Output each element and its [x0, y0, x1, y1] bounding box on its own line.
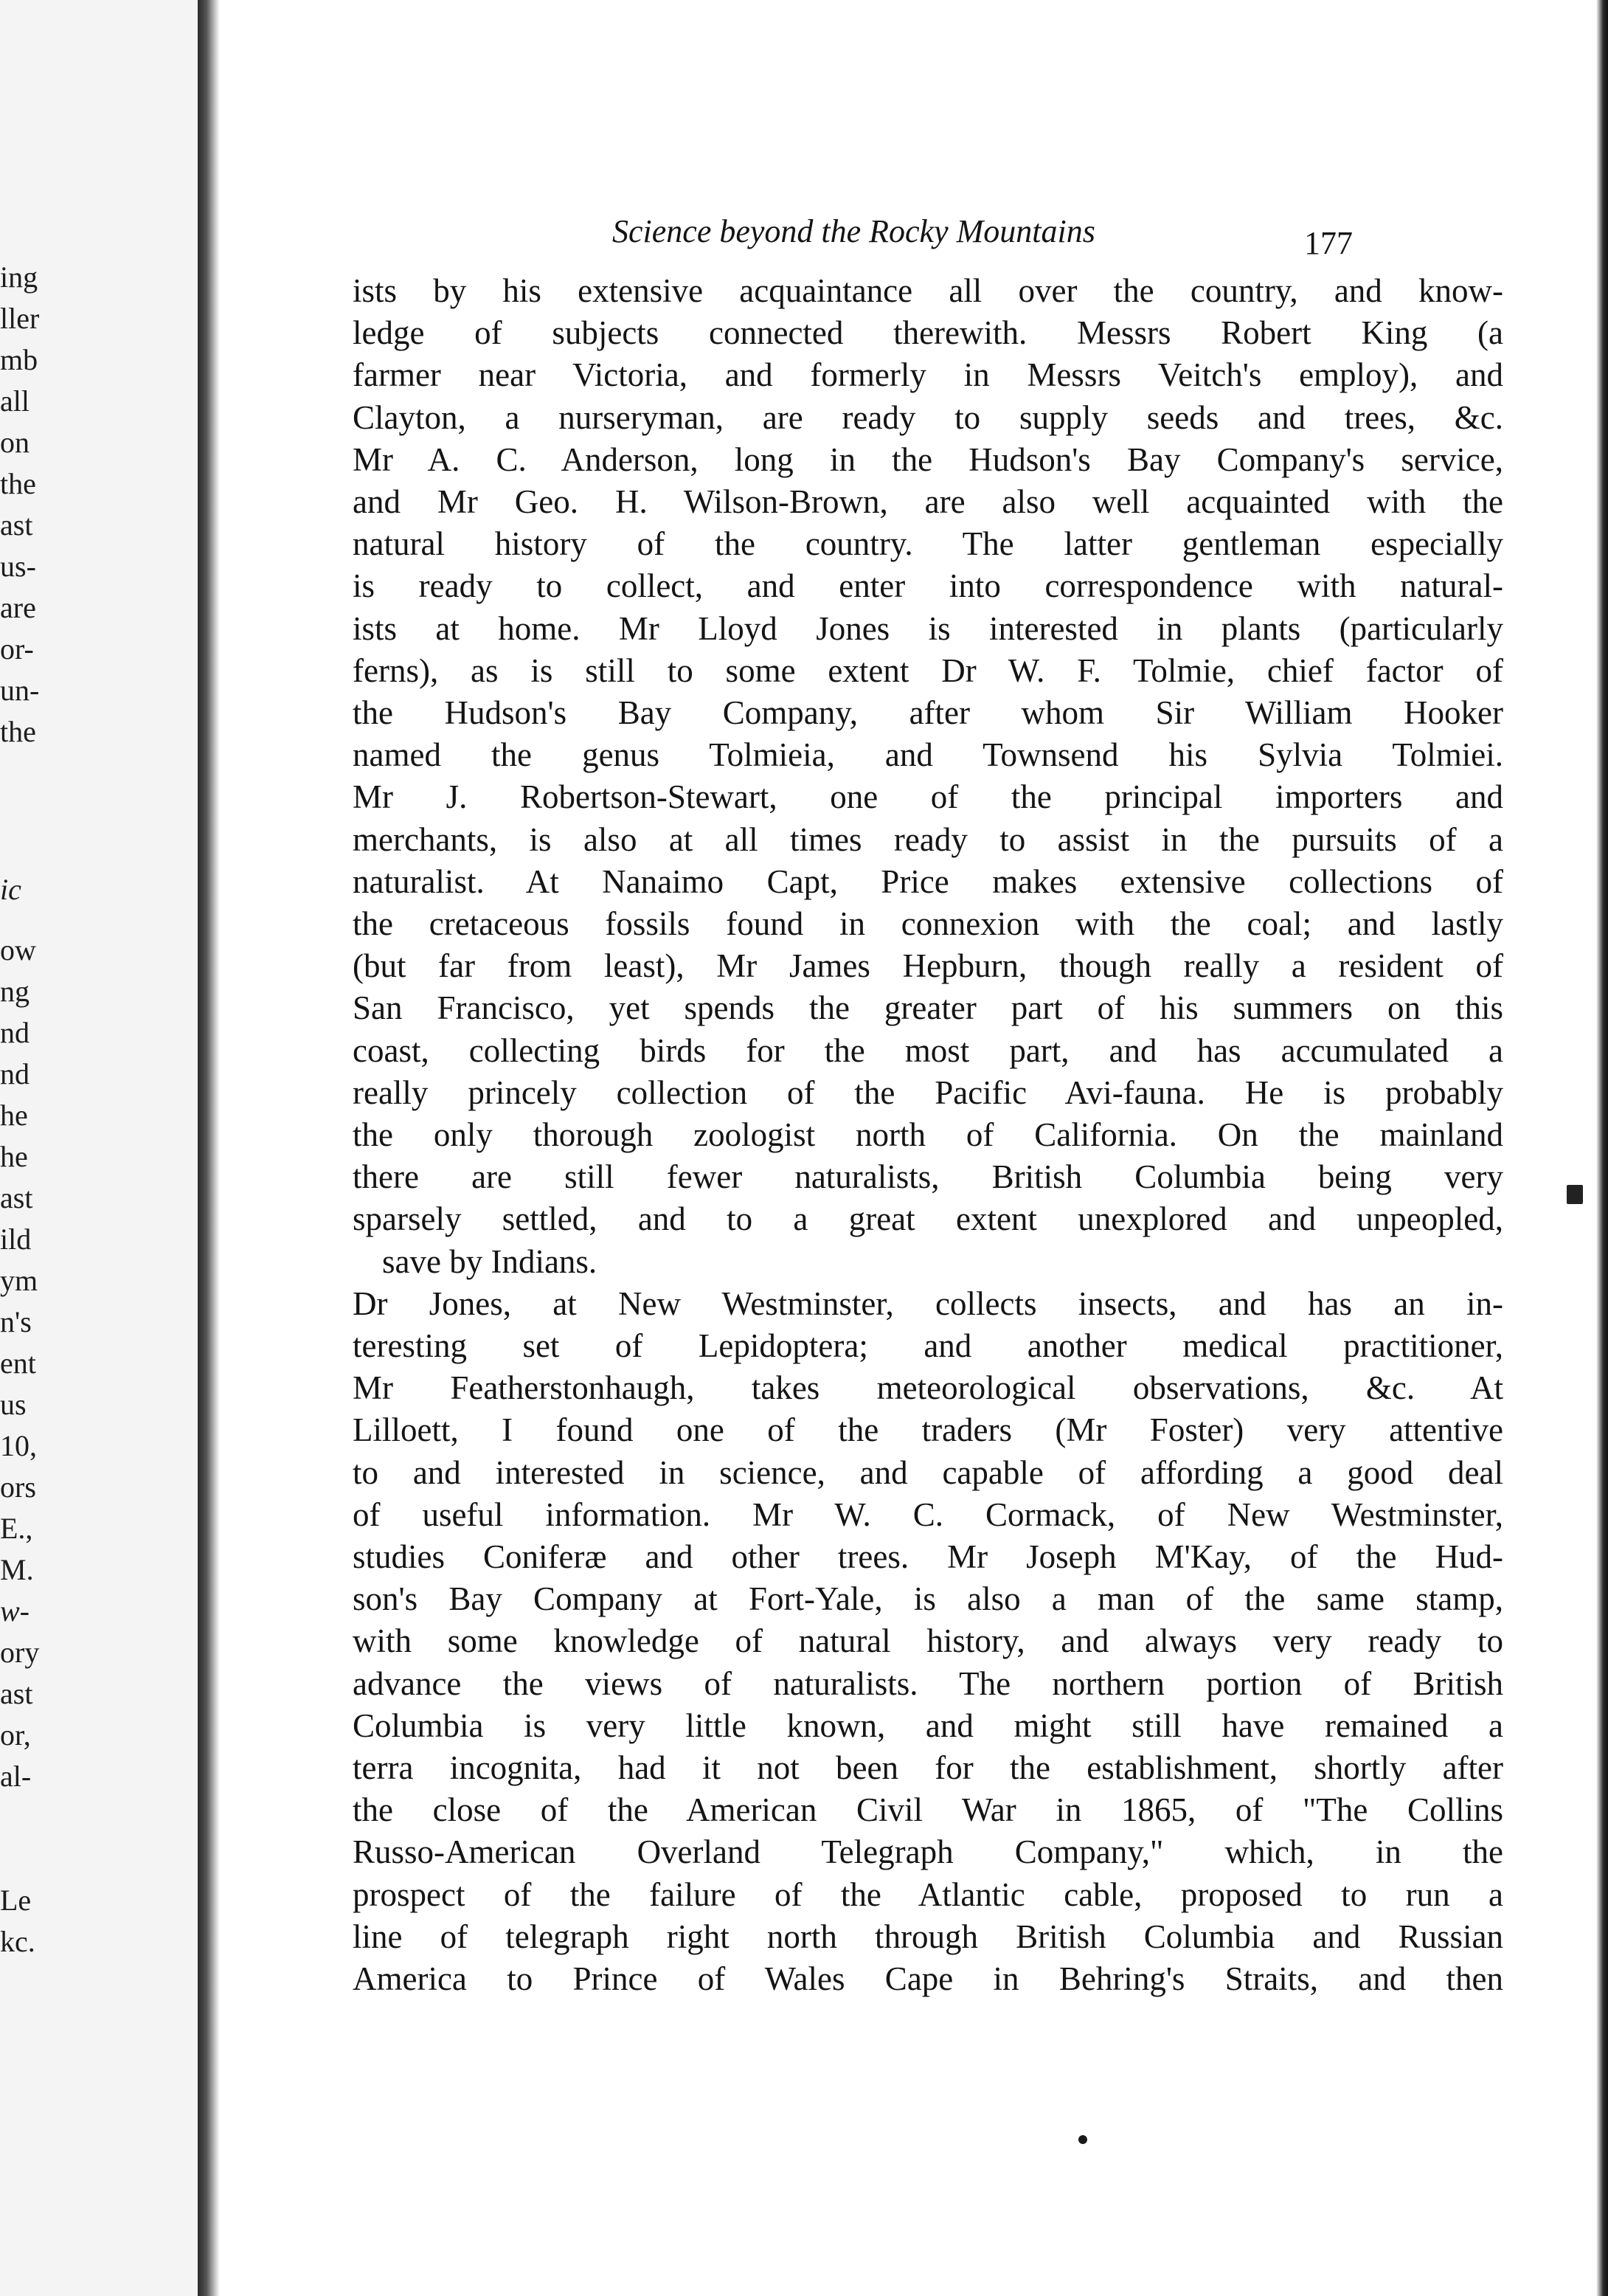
- left-page-fragment: Le: [0, 1884, 32, 1917]
- left-page-fragment: M.: [0, 1553, 34, 1586]
- left-page-fragment: he: [0, 1140, 28, 1173]
- text-line: coast, collecting birds for the most part, and has accumulated a: [353, 1032, 1503, 1069]
- left-page-fragment: ast: [0, 508, 33, 542]
- left-page-fragment: us-: [0, 550, 36, 583]
- text-line: San Francisco, yet spends the greater part of his summers on this: [353, 989, 1503, 1026]
- left-page-fragment: E.,: [0, 1512, 33, 1545]
- left-page-fragment: ller: [0, 302, 40, 335]
- left-page-strip: [0, 0, 198, 2296]
- left-page-fragment: ild: [0, 1223, 32, 1256]
- book-gutter-shadow: [198, 0, 220, 2296]
- left-page-fragment: ow: [0, 933, 36, 967]
- text-line: is ready to collect, and enter into correspondence with natural-: [353, 567, 1503, 604]
- left-page-fragment: kc.: [0, 1925, 35, 1958]
- left-page-fragment: nd: [0, 1057, 30, 1090]
- text-line: Columbia is very little known, and might still have remained a: [353, 1707, 1503, 1744]
- left-page-fragment: 10,: [0, 1429, 37, 1462]
- left-page-fragment: on: [0, 426, 30, 459]
- text-line: there are still fewer naturalists, British Columbia being very: [353, 1158, 1503, 1195]
- scan-right-edge: [1596, 0, 1608, 2296]
- text-line: with some knowledge of natural history, and always very ready to: [353, 1622, 1503, 1659]
- text-line: terra incognita, had it not been for the establishment, shortly after: [353, 1749, 1503, 1786]
- text-line: (but far from least), Mr James Hepburn, though really a resident of: [353, 947, 1503, 984]
- running-head: Science beyond the Rocky Mountains: [612, 213, 1095, 249]
- left-page-fragment: ast: [0, 1181, 33, 1214]
- text-line: to and interested in science, and capable of affording a good deal: [353, 1454, 1503, 1491]
- text-line: natural history of the country. The latter gentleman especially: [353, 525, 1503, 562]
- left-page-fragment: ent: [0, 1346, 36, 1380]
- text-line: son's Bay Company at Fort-Yale, is also a man of the same stamp,: [353, 1580, 1503, 1617]
- page-number: 177: [1304, 225, 1353, 261]
- text-line: the Hudson's Bay Company, after whom Sir William Hooker: [353, 694, 1503, 731]
- text-line: merchants, is also at all times ready to assist in the pursuits of a: [353, 821, 1503, 858]
- left-page-fragment: ing: [0, 260, 38, 294]
- text-line: really princely collection of the Pacific Avi-fauna. He is probably: [353, 1074, 1503, 1111]
- text-line: Clayton, a nurseryman, are ready to supply seeds and trees, &c.: [353, 399, 1503, 436]
- left-page-fragment: ng: [0, 975, 30, 1008]
- text-line: Mr Featherstonhaugh, takes meteorological observations, &c. At: [353, 1369, 1503, 1406]
- left-page-fragment: ym: [0, 1264, 38, 1297]
- left-page-fragment: al-: [0, 1760, 32, 1793]
- left-page-fragment: or,: [0, 1718, 31, 1752]
- left-page-fragment: ic: [0, 873, 21, 906]
- text-line: the close of the American Civil War in 1865, of "The Collins: [353, 1791, 1503, 1828]
- text-line: and Mr Geo. H. Wilson-Brown, are also well acquainted with the: [353, 483, 1503, 520]
- book-page: [220, 0, 1567, 2296]
- text-line: ists at home. Mr Lloyd Jones is interested in plants (particularly: [353, 610, 1503, 647]
- left-page-fragment: the: [0, 715, 36, 748]
- text-line: studies Coniferæ and other trees. Mr Joseph M'Kay, of the Hud-: [353, 1538, 1503, 1575]
- text-line: Lilloett, I found one of the traders (Mr Foster) very attentive: [353, 1411, 1503, 1448]
- left-page-fragment: ory: [0, 1636, 40, 1669]
- text-line: sparsely settled, and to a great extent unexplored and unpeopled,: [353, 1200, 1503, 1237]
- text-line: ferns), as is still to some extent Dr W. F. Tolmie, chief factor of: [353, 652, 1503, 689]
- text-line: Mr A. C. Anderson, long in the Hudson's Bay Company's service,: [353, 441, 1503, 478]
- left-page-fragment: un-: [0, 674, 40, 707]
- ink-dot-mark: [1078, 2135, 1087, 2144]
- text-line: the cretaceous fossils found in connexion with the coal; and lastly: [353, 905, 1503, 942]
- left-page-fragment: ast: [0, 1677, 33, 1710]
- left-page-fragment: are: [0, 591, 36, 624]
- left-page-fragment: ors: [0, 1470, 36, 1504]
- left-page-fragment: or-: [0, 632, 34, 665]
- text-line: America to Prince of Wales Cape in Behring's Straits, and then: [353, 1960, 1503, 1997]
- text-line: naturalist. At Nanaimo Capt, Price makes extensive collections of: [353, 863, 1503, 900]
- text-line: line of telegraph right north through British Columbia and Russian: [353, 1918, 1503, 1955]
- left-page-fragment: w-: [0, 1594, 30, 1628]
- left-page-fragment: he: [0, 1099, 28, 1132]
- text-line: named the genus Tolmieia, and Townsend his Sylvia Tolmiei.: [353, 736, 1503, 773]
- text-line: advance the views of naturalists. The northern portion of British: [353, 1665, 1503, 1702]
- text-line: of useful information. Mr W. C. Cormack, of New Westminster,: [353, 1496, 1503, 1533]
- text-line: Dr Jones, at New Westminster, collects insects, and has an in-: [353, 1285, 1503, 1322]
- text-line: ists by his extensive acquaintance all over the country, and know-: [353, 272, 1503, 309]
- text-line: farmer near Victoria, and formerly in Messrs Veitch's employ), and: [353, 356, 1503, 393]
- left-page-fragment: the: [0, 467, 36, 500]
- left-page-fragment: mb: [0, 343, 38, 376]
- text-line: teresting set of Lepidoptera; and another medical practitioner,: [353, 1327, 1503, 1364]
- text-line: Mr J. Robertson-Stewart, one of the principal importers and: [353, 778, 1503, 815]
- left-page-fragment: nd: [0, 1016, 30, 1049]
- text-line: the only thorough zoologist north of California. On the mainland: [353, 1116, 1503, 1153]
- left-page-fragment: all: [0, 384, 30, 418]
- text-line: Russo-American Overland Telegraph Company," which, in the: [353, 1833, 1503, 1870]
- left-page-fragment: n's: [0, 1305, 32, 1338]
- text-line: prospect of the failure of the Atlantic cable, proposed to run a: [353, 1876, 1503, 1913]
- scan-edge-tab: [1567, 1185, 1583, 1204]
- left-page-fragment: us: [0, 1388, 27, 1421]
- text-line: ledge of subjects connected therewith. Messrs Robert King (a: [353, 314, 1503, 351]
- text-line: save by Indians.: [382, 1243, 597, 1280]
